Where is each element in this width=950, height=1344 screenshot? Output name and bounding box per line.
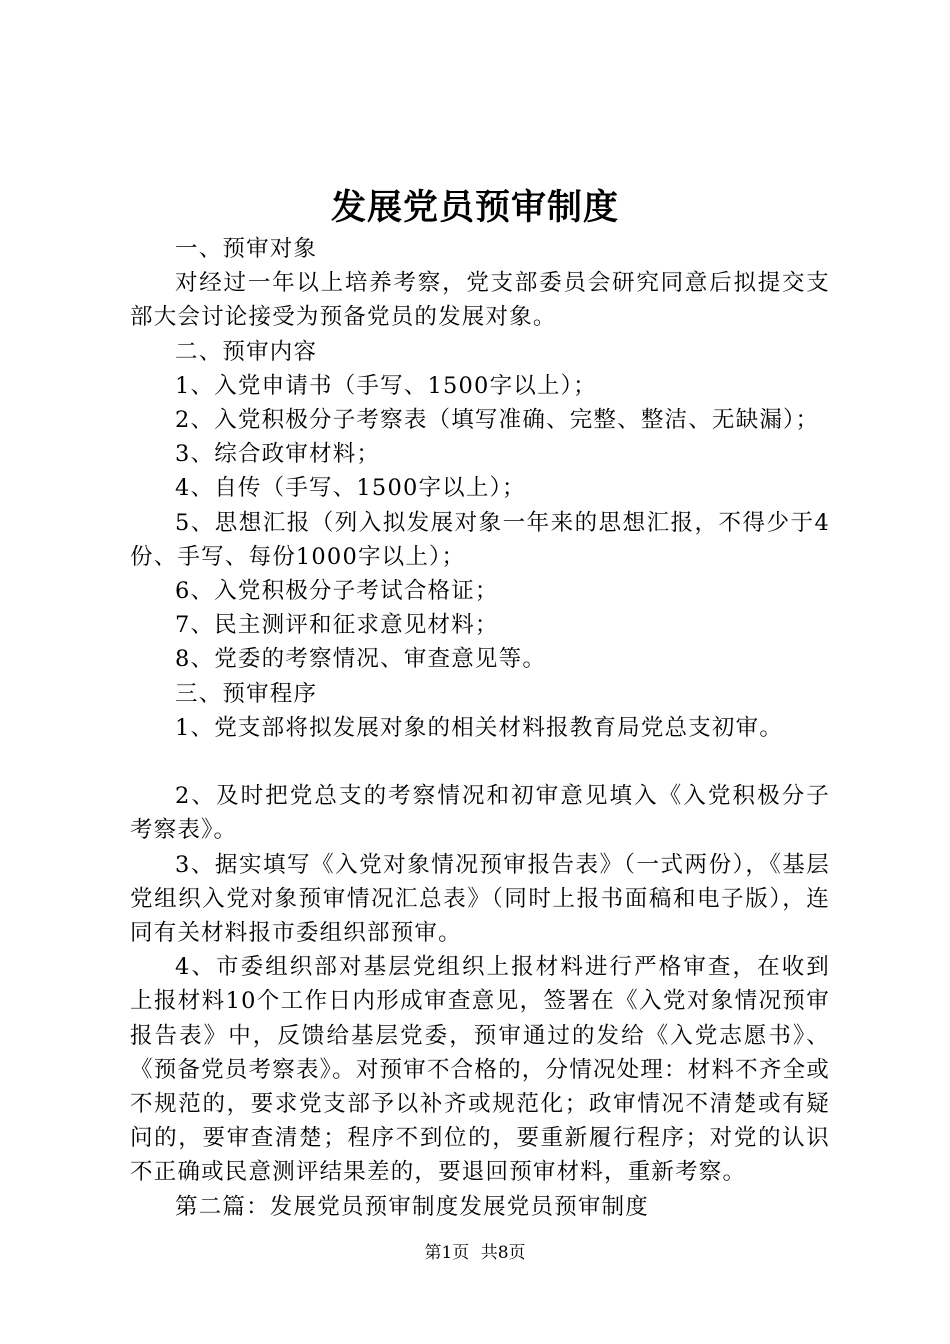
- list-item-content-2: 2、入党积极分子考察表（填写准确、完整、整洁、无缺漏）；: [175, 407, 820, 434]
- list-item-content-4: 4、自传（手写、1500字以上）；: [175, 475, 526, 502]
- section-heading-contents: 二、预审内容: [175, 338, 318, 365]
- list-item-content-3: 3、综合政审材料；: [175, 441, 381, 468]
- list-item-procedure-2: 2、及时把党总支的考察情况和初审意见填入《入党积极分子考察表》。: [130, 783, 830, 844]
- list-item-content-8: 8、党委的考察情况、审查意见等。: [175, 646, 547, 673]
- list-item-content-6: 6、入党积极分子考试合格证；: [175, 578, 499, 605]
- page-footer: 第1页 共8页: [424, 1243, 526, 1263]
- section-heading-targets: 一、预审对象: [175, 236, 318, 262]
- document-title: 发展党员预审制度: [330, 187, 619, 228]
- list-item-procedure-3: 3、据实填写《入党对象情况预审报告表》（一式两份），《基层党组织入党对象预审情况汇总表》（同时上报书面稿和电子版），连同有关材料报市委组织部预审。: [130, 851, 830, 947]
- list-item-procedure-1: 1、党支部将拟发展对象的相关材料报教育局党总支初审。: [175, 714, 784, 741]
- blank-line: [130, 745, 830, 779]
- list-item-procedure-4: 4、市委组织部对基层党组织上报材料进行严格审查，在收到上报材料10个工作日内形成审查意见，签署在《入党对象情况预审报告表》中，反馈给基层党委，预审通过的发给《入党志愿书》、《预备党员考察表》。对预审不合格的，分情况处理：材料不齐全或不规范的，要求党支部予以补齐或规范化；政审情况不清楚或有疑问的，要审查清楚；程序不到位的，要重新履行程序；对党的认识不正确或民意测评结果差的，要退回预审材料，重新考察。: [130, 954, 830, 1186]
- document-body: [130, 232, 830, 1224]
- section-heading-procedure: 三、预审程序: [175, 680, 318, 707]
- list-item-content-5: 5、思想汇报（列入拟发展对象一年来的思想汇报，不得少于4份、手写、每份1000字以上）；: [130, 509, 830, 570]
- paragraph-targets: 对经过一年以上培养考察，党支部委员会研究同意后拟提交支部大会讨论接受为预备党员的发展对象。: [130, 270, 830, 331]
- second-article-heading: 第二篇：发展党员预审制度发展党员预审制度: [175, 1193, 650, 1220]
- list-item-content-7: 7、民主测评和征求意见材料；: [175, 612, 499, 639]
- list-item-content-1: 1、入党申请书（手写、1500字以上）；: [175, 372, 597, 399]
